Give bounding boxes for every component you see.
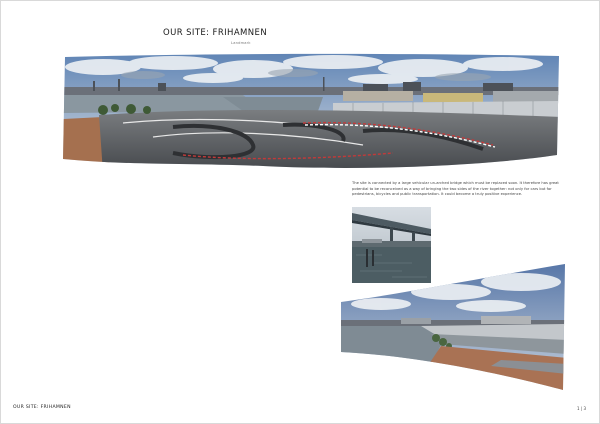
page-title: OUR SITE: FRIHAMNEN [163, 28, 268, 38]
site-description: The site is connected by a large vehicular un-arched bridge which must be replaced soon. It therefore has great potential to be reconceived as a way of bringing the two sides of the river together: not only for cars but for pedestrians, bicycles and public transportation. It could become a truly positive experience. [352, 181, 559, 197]
panorama-river-photo [341, 264, 567, 392]
page-subtitle: Landmark [231, 41, 251, 45]
panorama-main-photo [63, 53, 561, 173]
page-number: 1 | 3 [577, 406, 586, 411]
footer-section-label: OUR SITE: FRIHAMNEN [13, 405, 71, 410]
